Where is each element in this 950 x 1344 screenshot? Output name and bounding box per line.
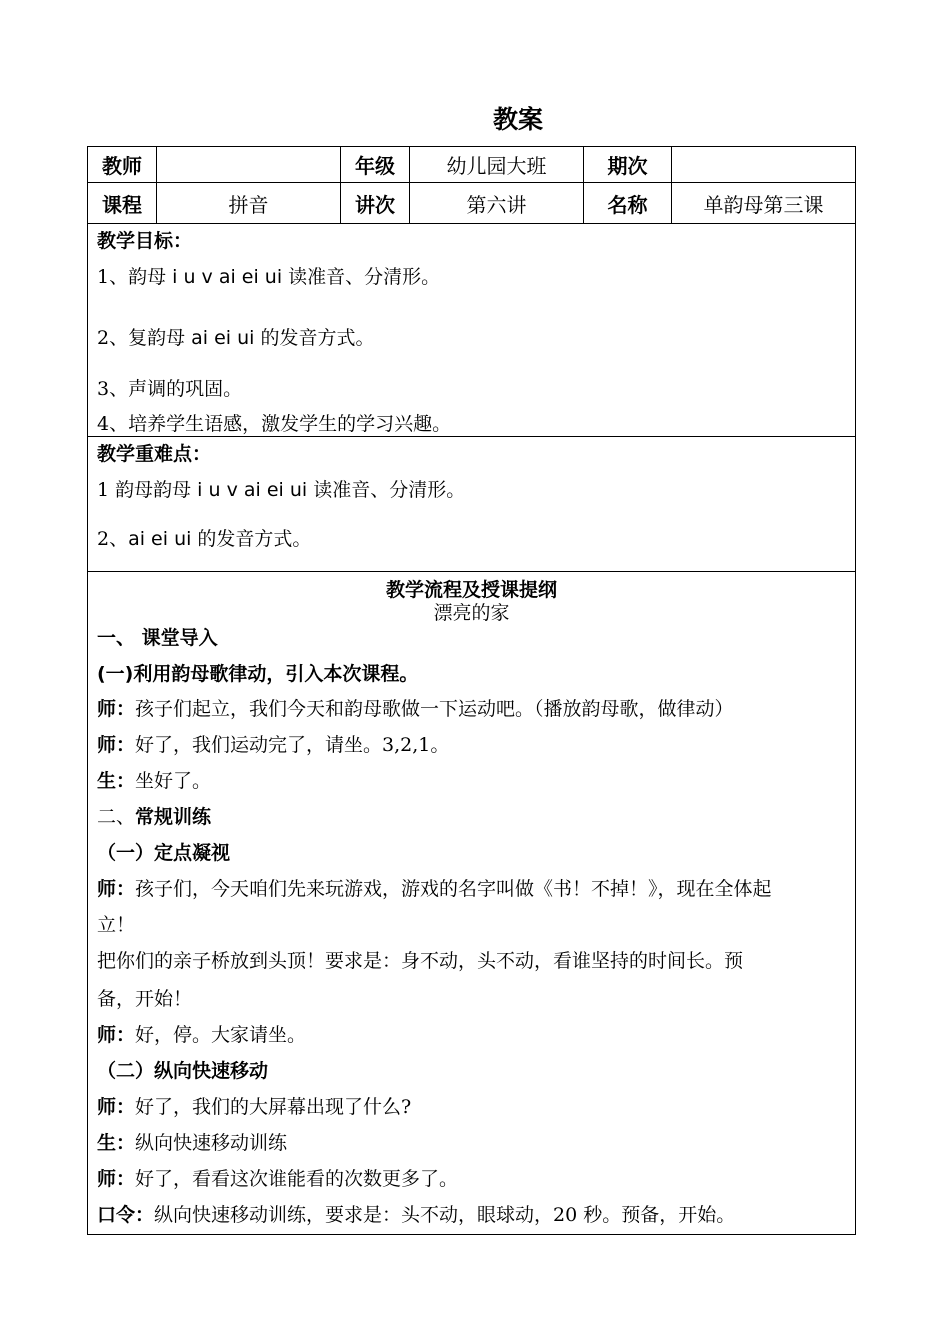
process-line: 师：孩子们起立，我们今天和韵母歌做一下运动吧。（播放韵母歌，做律动） [97,698,734,720]
process-line: 立！ [97,914,136,936]
page-title: 教案 [492,105,543,134]
process-line: 师：好了，我们的大屏幕出现了什么? [97,1096,412,1118]
objective-item: 3、声调的巩固。 [97,378,243,400]
process-line: 师：好了，看看这次谁能看的次数更多了。 [97,1168,459,1190]
objectives-heading: 教学目标： [97,230,193,252]
objectives-section [88,224,855,437]
process-heading: 教学流程及授课提纲 [385,579,557,601]
process-line: 一、 课堂导入 [97,627,218,649]
process-line: 把你们的亲子桥放到头顶！要求是：身不动，头不动，看谁坚持的时间长。预 [97,950,744,972]
teacher-label: 教师 [88,147,157,182]
process-subheading: 漂亮的家 [433,602,510,624]
grade-value: 幼儿园大班 [410,147,584,182]
info-row-2 [88,183,855,224]
process-line: （一）定点凝视 [97,842,231,864]
process-line: （二）纵向快速移动 [97,1060,269,1082]
info-row-1 [88,147,855,183]
process-line: 师：好了，我们运动完了，请坐。3,2,1。 [97,734,450,756]
difficulty-item: 1 韵母韵母 i u v ai ei ui 读准音、分清形。 [97,479,466,501]
difficulties-heading: 教学重难点： [97,443,212,465]
period-label: 期次 [584,147,672,182]
difficulty-item: 2、ai ei ui 的发音方式。 [97,528,312,550]
teacher-value [157,147,341,182]
name-value: 单韵母第三课 [703,192,824,217]
process-line: 师：孩子们，今天咱们先来玩游戏，游戏的名字叫做《书！不掉！》，现在全体起 [97,878,772,900]
lesson-plan-table [87,146,856,1235]
objective-item: 1、韵母 i u v ai ei ui 读准音、分清形。 [97,266,441,288]
process-line: (一)利用韵母歌律动，引入本次课程。 [97,663,419,685]
process-line: 师：好，停。大家请坐。 [97,1024,307,1046]
objective-item: 2、复韵母 ai ei ui 的发音方式。 [97,327,375,349]
process-line: 二、常规训练 [97,806,212,828]
difficulties-section [88,437,855,572]
process-line: 备，开始！ [97,988,193,1010]
process-line: 生：纵向快速移动训练 [97,1132,288,1154]
lecture-value: 第六讲 [410,183,584,223]
lecture-label: 讲次 [341,183,410,223]
period-value [672,147,855,182]
name-label: 名称 [584,183,672,223]
course-value: 拼音 [157,183,341,223]
process-line: 生：坐好了。 [97,770,212,792]
course-label: 课程 [88,183,157,223]
grade-label: 年级 [341,147,410,182]
process-line: 口令：纵向快速移动训练，要求是：头不动，眼球动，20 秒。预备，开始。 [97,1204,736,1226]
objective-item: 4、培养学生语感，激发学生的学习兴趣。 [97,413,452,435]
